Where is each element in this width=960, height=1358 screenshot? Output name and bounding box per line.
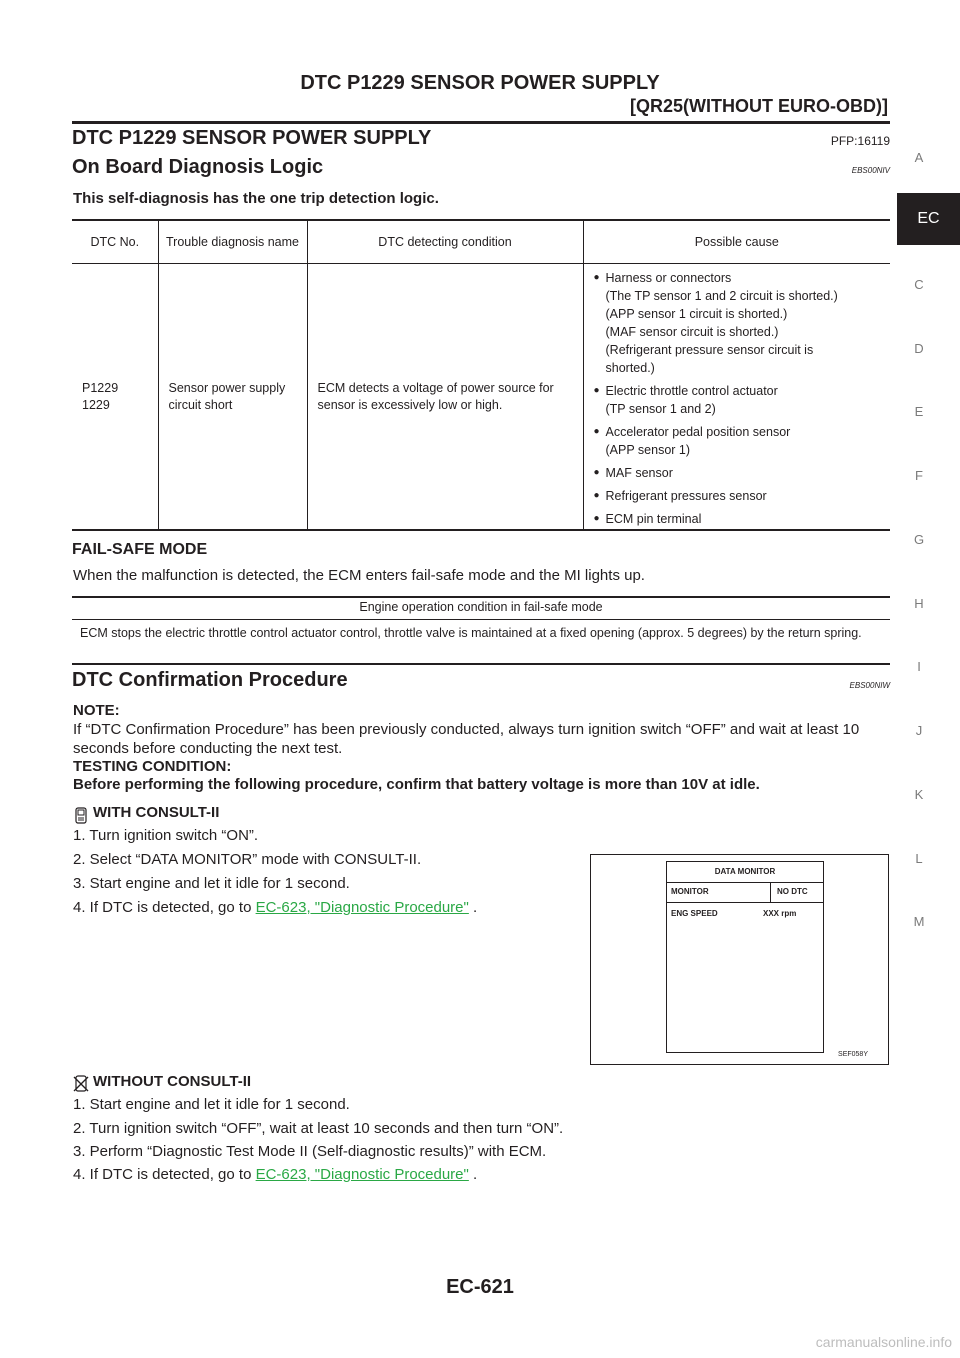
screen-col-divider <box>770 882 771 902</box>
figure-id: SEF058Y <box>838 1051 868 1058</box>
consult-screen <box>666 861 824 1053</box>
list-item <box>594 487 885 505</box>
side-index-j[interactable]: J <box>915 723 923 738</box>
without-step-2: 2. Turn ignition switch “OFF”, wait at least 10 seconds and then turn “ON”. <box>73 1120 564 1137</box>
cause-text: Harness or connectors <box>605 271 732 285</box>
diagnostic-procedure-link[interactable]: EC-623, "Diagnostic Procedure" <box>255 1166 469 1183</box>
with-step-1: 1. Turn ignition switch “ON”. <box>73 827 259 844</box>
dtc-table <box>72 219 890 531</box>
confirm-reference-code: EBS00NIW <box>849 681 890 690</box>
testing-condition-label: TESTING CONDITION: <box>73 758 232 775</box>
side-index-ec-active[interactable]: EC <box>897 193 960 245</box>
confirm-heading: DTC Confirmation Procedure <box>72 669 348 691</box>
cause-detail: (APP sensor 1 circuit is shorted.) <box>605 307 788 321</box>
diagnostic-procedure-link[interactable]: EC-623, "Diagnostic Procedure" <box>255 899 469 916</box>
side-index-e[interactable]: E <box>914 404 924 419</box>
note-text: If “DTC Confirmation Procedure” has been previously conducted, always turn ignition switch “OFF” and wait at least 10 seconds before conducting the next test. <box>73 721 860 757</box>
condition-line: ECM detects a voltage of power source for <box>317 380 554 395</box>
side-index-k[interactable]: K <box>914 787 924 802</box>
cause-text: Refrigerant pressures sensor <box>605 489 767 503</box>
step-text: 4. If DTC is detected, go to <box>73 1166 256 1183</box>
cause-text: ECM pin terminal <box>605 512 702 526</box>
side-index-d[interactable]: D <box>914 341 924 356</box>
list-item <box>594 510 885 528</box>
dtc-number-alt: 1229 <box>82 397 110 412</box>
screen-column-row <box>667 882 823 903</box>
side-index-f[interactable]: F <box>915 468 923 483</box>
failsafe-table-body: ECM stops the electric throttle control actuator control, throttle valve is maintained at a fixed opening (approx. 5 degrees) by the return spring. <box>80 626 862 640</box>
trouble-name-line: circuit short <box>168 397 233 412</box>
obd-intro: This self-diagnosis has the one trip detection logic. <box>73 190 439 207</box>
cause-text: MAF sensor <box>605 466 673 480</box>
col-possible-cause: Possible cause <box>583 220 890 264</box>
section-title: DTC P1229 SENSOR POWER SUPPLY <box>72 127 432 149</box>
list-item <box>594 464 885 482</box>
with-step-3: 3. Start engine and let it idle for 1 second. <box>73 875 350 892</box>
table-row <box>72 264 890 531</box>
cause-detail: shorted.) <box>605 361 655 375</box>
without-consult-heading: WITHOUT CONSULT-II <box>93 1073 252 1090</box>
dtc-table-header-row <box>72 220 890 264</box>
with-step-2: 2. Select “DATA MONITOR” mode with CONSULT-II. <box>73 851 422 868</box>
failsafe-table-header-rule <box>72 619 890 620</box>
side-index-l[interactable]: L <box>915 851 923 866</box>
no-consult-icon <box>73 1075 89 1093</box>
header-divider <box>72 121 890 124</box>
possible-cause-cell <box>583 264 890 531</box>
cause-detail: (Refrigerant pressure sensor circuit is <box>605 343 814 357</box>
failsafe-table-top-rule <box>72 596 890 598</box>
watermark: carmanualsonline.info <box>815 1334 952 1350</box>
failsafe-table-bottom-rule <box>72 663 890 665</box>
failsafe-intro: When the malfunction is detected, the ECM enters fail-safe mode and the MI lights up. <box>73 567 645 584</box>
screen-col-nodtc: NO DTC <box>777 887 808 896</box>
dtc-number: P1229 <box>82 380 119 395</box>
trouble-name-line: Sensor power supply <box>168 380 286 395</box>
with-consult-heading: WITH CONSULT-II <box>93 804 220 821</box>
screen-col-monitor: MONITOR <box>671 887 709 896</box>
with-step-4 <box>73 899 477 916</box>
cause-text: Accelerator pedal position sensor <box>605 425 791 439</box>
data-monitor-figure <box>590 854 889 1065</box>
cause-detail: (The TP sensor 1 and 2 circuit is shorted.) <box>605 289 838 303</box>
col-trouble-name: Trouble diagnosis name <box>158 220 307 264</box>
page-header-title: DTC P1229 SENSOR POWER SUPPLY <box>300 72 660 94</box>
step-suffix: . <box>468 899 478 916</box>
side-index-c[interactable]: C <box>914 277 924 292</box>
side-index-g[interactable]: G <box>913 532 925 547</box>
note-label: NOTE: <box>73 702 120 719</box>
step-suffix: . <box>468 1166 478 1183</box>
page-header-subtitle: [QR25(WITHOUT EURO-OBD)] <box>630 96 888 116</box>
failsafe-table-header: Engine operation condition in fail-safe mode <box>359 600 603 614</box>
cause-detail: (TP sensor 1 and 2) <box>605 402 716 416</box>
side-index-i[interactable]: I <box>917 659 921 674</box>
part-number: PFP:16119 <box>830 134 890 148</box>
col-condition: DTC detecting condition <box>307 220 583 264</box>
list-item <box>594 423 885 459</box>
screen-title: DATA MONITOR <box>714 867 776 876</box>
cause-detail: (APP sensor 1) <box>605 443 691 457</box>
page-number: EC-621 <box>446 1276 514 1298</box>
obd-reference-code: EBS00NIV <box>851 166 890 175</box>
screen-row-label: ENG SPEED <box>671 909 718 918</box>
consult-ii-icon <box>73 807 89 825</box>
col-dtc-no: DTC No. <box>72 220 158 264</box>
side-index-a[interactable]: A <box>914 150 924 165</box>
trouble-name-cell <box>158 264 307 531</box>
condition-cell <box>307 264 583 531</box>
obd-heading: On Board Diagnosis Logic <box>72 156 324 178</box>
condition-line: sensor is excessively low or high. <box>317 397 503 412</box>
failsafe-heading: FAIL-SAFE MODE <box>72 541 208 558</box>
without-step-1: 1. Start engine and let it idle for 1 second. <box>73 1096 350 1113</box>
without-step-4 <box>73 1166 477 1183</box>
dtc-number-cell <box>72 264 158 531</box>
list-item <box>594 382 885 418</box>
cause-text: Electric throttle control actuator <box>605 384 778 398</box>
step-text: 4. If DTC is detected, go to <box>73 899 256 916</box>
cause-detail: (MAF sensor circuit is shorted.) <box>605 325 779 339</box>
testing-condition-text: Before performing the following procedure, confirm that battery voltage is more than 10V at idle. <box>73 776 760 793</box>
side-index-h[interactable]: H <box>914 596 924 611</box>
list-item <box>594 269 885 377</box>
without-step-3: 3. Perform “Diagnostic Test Mode II (Self-diagnostic results)” with ECM. <box>73 1143 547 1160</box>
side-index-m[interactable]: M <box>913 914 925 929</box>
possible-cause-list <box>594 269 885 528</box>
screen-title-row <box>667 862 823 883</box>
screen-row-value: XXX rpm <box>763 909 797 918</box>
